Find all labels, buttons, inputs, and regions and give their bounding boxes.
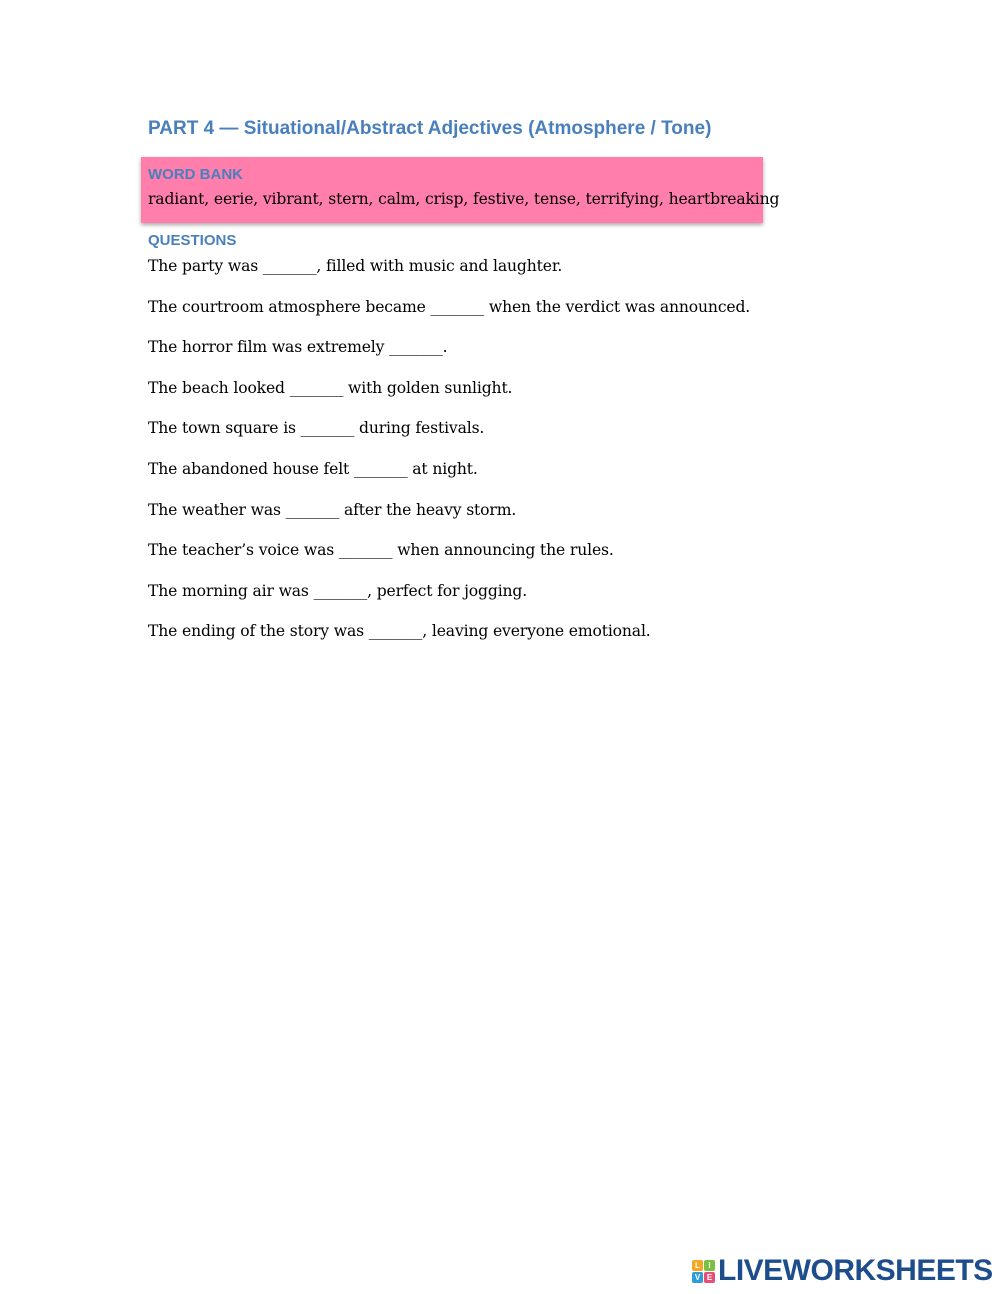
logo-tile-i: I <box>704 1260 715 1271</box>
question-3: The horror film was extremely _______. <box>148 338 448 357</box>
questions-list <box>148 256 750 662</box>
question-8: The teacher’s voice was _______ when announcing the rules. <box>148 541 614 560</box>
word-bank-box <box>141 157 780 223</box>
question-9: The morning air was _______, perfect for jogging. <box>148 581 528 600</box>
question-7: The weather was _______ after the heavy storm. <box>148 500 517 519</box>
question-5: The town square is _______ during festivals. <box>148 419 485 438</box>
page-title: PART 4 — Situational/Abstract Adjectives (Atmosphere / Tone) <box>148 118 712 139</box>
question-6: The abandoned house felt _______ at night. <box>148 459 478 478</box>
logo-tile-l: L <box>692 1260 703 1271</box>
question-1: The party was _______, filled with music and laughter. <box>148 257 563 275</box>
questions-label: QUESTIONS <box>148 232 237 249</box>
liveworksheets-logo <box>692 1254 993 1288</box>
question-10: The ending of the story was _______, leaving everyone emotional. <box>148 622 651 641</box>
logo-tile-e: E <box>704 1272 715 1283</box>
logo-tile-v: V <box>692 1272 703 1283</box>
question-2: The courtroom atmosphere became _______ when the verdict was announced. <box>148 297 751 316</box>
brand-name: LIVEWORKSHEETS <box>718 1254 993 1287</box>
logo-icon <box>692 1260 715 1283</box>
question-4: The beach looked _______ with golden sunlight. <box>148 378 513 397</box>
word-bank-label: WORD BANK <box>148 166 243 183</box>
word-bank-words: radiant, eerie, vibrant, stern, calm, crisp, festive, tense, terrifying, heartbreaking <box>148 190 780 208</box>
